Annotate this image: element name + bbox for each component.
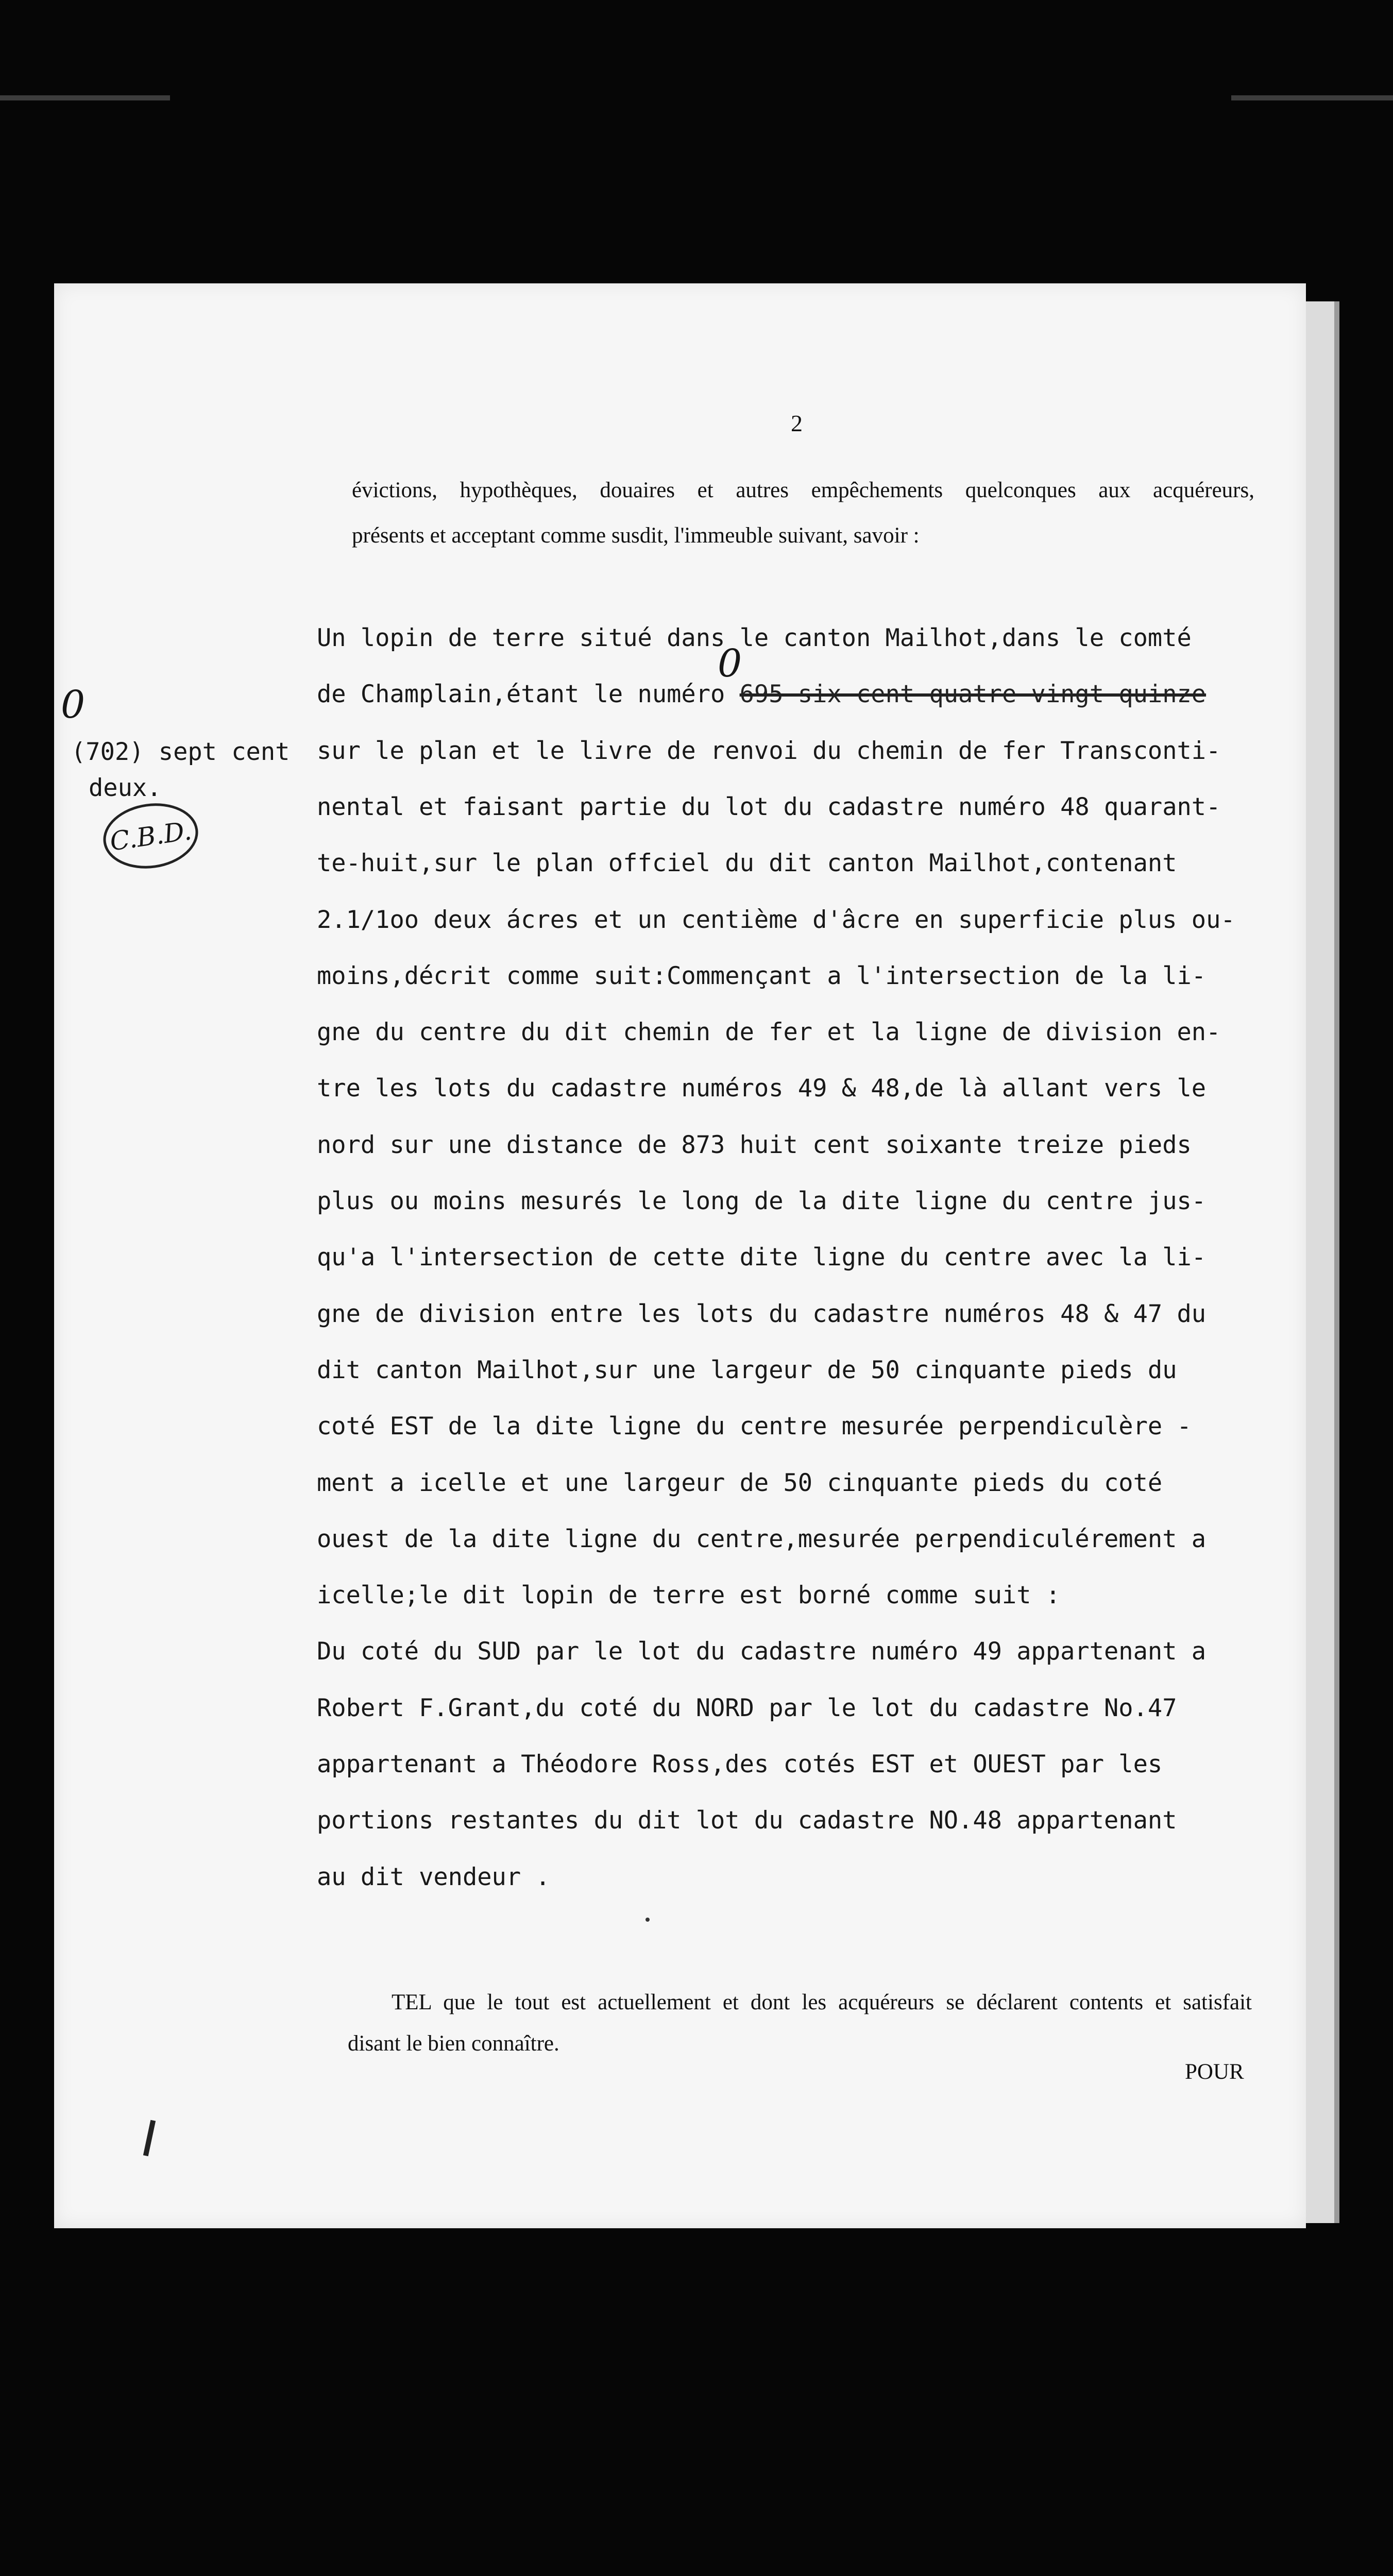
typed-text: Robert F.Grant,du coté du NORD par le lot du cadastre No.47 xyxy=(317,1693,1177,1722)
typed-line xyxy=(317,1412,1249,1441)
typed-text: gne de division entre les lots du cadastre numéros 48 & 47 du xyxy=(317,1299,1207,1328)
typed-text: icelle;le dit lopin de terre est borné comme suit : xyxy=(317,1581,1061,1610)
scan-edge-right xyxy=(1231,95,1393,100)
scan-edge-left xyxy=(0,95,170,100)
typed-line xyxy=(317,1693,1249,1722)
typed-line xyxy=(317,961,1249,990)
catchword: POUR xyxy=(1185,2060,1244,2084)
typed-line xyxy=(317,1355,1249,1384)
handwritten-mark-insert: 0 xyxy=(718,641,742,686)
typed-line xyxy=(317,1468,1249,1497)
ink-dot xyxy=(645,1918,650,1922)
struck-text: 695 six cent quatre vingt quinze xyxy=(739,680,1207,709)
typed-line xyxy=(317,905,1249,934)
typed-line xyxy=(317,736,1249,765)
typed-line xyxy=(317,792,1249,821)
typed-text: ouest de la dite ligne du centre,mesurée perpendiculérement a xyxy=(317,1524,1207,1553)
typed-line xyxy=(317,1189,1249,1213)
typed-line xyxy=(317,1018,1249,1047)
typed-line xyxy=(317,1808,1249,1833)
typed-text: tre les lots du cadastre numéros 49 & 48,de là allant vers le xyxy=(317,1074,1207,1103)
typed-line xyxy=(317,1074,1249,1103)
typed-line xyxy=(317,1581,1249,1610)
typed-text: 2.1/1oo deux ácres et un centième d'âcre en superficie plus ou- xyxy=(317,905,1235,934)
typed-text: sur le plan et le livre de renvoi du chemin de fer Transconti- xyxy=(317,736,1221,765)
handwritten-mark-margin: 0 xyxy=(61,683,86,727)
typed-line xyxy=(317,849,1249,878)
typed-line xyxy=(317,626,1249,650)
closing-line-1: TEL que le tout est actuellement et dont les acquéreurs se déclarent contents et satisfait xyxy=(392,1990,1252,2014)
typed-line xyxy=(317,1299,1249,1328)
typed-text: portions restantes du dit lot du cadastre NO.48 appartenant xyxy=(317,1806,1177,1835)
typed-text: dit canton Mailhot,sur une largeur de 50 cinquante pieds du xyxy=(317,1355,1177,1384)
margin-note-number: (702) sept cent xyxy=(71,738,290,766)
typed-line xyxy=(317,1862,1249,1891)
typed-line xyxy=(317,1639,1249,1664)
typed-line xyxy=(317,1524,1249,1553)
typed-text: qu'a l'intersection de cette dite ligne du centre avec la li- xyxy=(317,1243,1207,1272)
typed-text: nord sur une distance de 873 huit cent soixante treize pieds xyxy=(317,1130,1192,1159)
margin-note-words: deux. xyxy=(89,774,162,802)
intro-line-1: évictions, hypothèques, douaires et autres empêchements quelconques aux acquéreurs, xyxy=(352,478,1254,502)
typed-text: Du coté du SUD par le lot du cadastre numéro 49 appartenant a xyxy=(317,1637,1207,1666)
closing-line-2: disant le bien connaître. xyxy=(348,2031,559,2056)
typed-line xyxy=(317,1243,1249,1272)
initials-text: C.B.D. xyxy=(108,815,194,857)
typed-text: Un lopin de terre situé dans le canton Mailhot,dans le comté xyxy=(317,624,1192,652)
typed-text: de Champlain,étant le numéro xyxy=(317,680,740,709)
typed-text: moins,décrit comme suit:Commençant a l'intersection de la li- xyxy=(317,961,1207,990)
typed-text: te-huit,sur le plan offciel du dit canton Mailhot,contenant xyxy=(317,849,1177,878)
page-number: 2 xyxy=(791,410,803,436)
typed-text: appartenant a Théodore Ross,des cotés EST et OUEST par les xyxy=(317,1750,1163,1778)
typed-text: au dit vendeur . xyxy=(317,1862,550,1891)
intro-line-2: présents et acceptant comme susdit, l'immeuble suivant, savoir : xyxy=(352,523,920,548)
typed-text: plus ou moins mesurés le long de la dite ligne du centre jus- xyxy=(317,1187,1207,1215)
typed-text: gne du centre du dit chemin de fer et la ligne de division en- xyxy=(317,1018,1221,1047)
typed-line xyxy=(317,680,1249,709)
typed-text: ment a icelle et une largeur de 50 cinquante pieds du coté xyxy=(317,1468,1163,1497)
typed-text: coté EST de la dite ligne du centre mesurée perpendiculère - xyxy=(317,1412,1192,1441)
typed-text: nental et faisant partie du lot du cadastre numéro 48 quarant- xyxy=(317,792,1221,821)
typed-line xyxy=(317,1752,1249,1776)
typed-line xyxy=(317,1130,1249,1159)
